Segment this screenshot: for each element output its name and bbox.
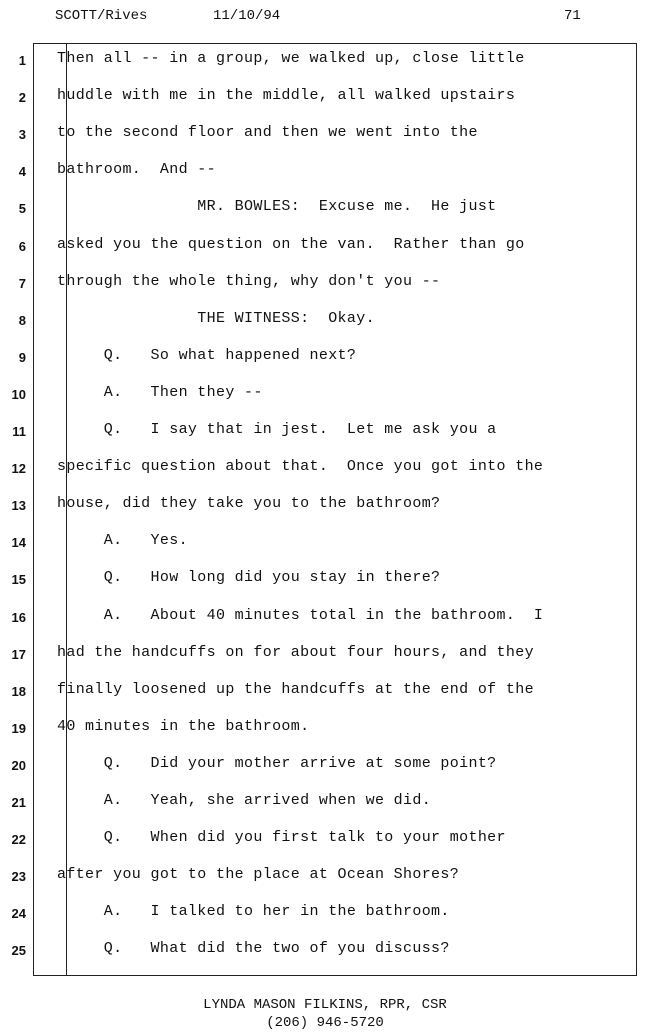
line-text: through the whole thing, why don't you --	[57, 272, 441, 290]
line-number: 9	[18, 349, 26, 365]
transcript-line	[0, 792, 650, 829]
line-number: 12	[11, 461, 26, 477]
line-number: 22	[11, 832, 26, 848]
transcript-line	[0, 644, 650, 681]
transcript-line	[0, 940, 650, 977]
line-text: after you got to the place at Ocean Shores?	[57, 866, 460, 884]
line-number: 20	[11, 757, 26, 773]
line-text: A. About 40 minutes total in the bathroom. I	[57, 606, 544, 624]
transcript-line	[0, 310, 650, 347]
reporter-name: LYNDA MASON FILKINS, RPR, CSR	[203, 997, 447, 1013]
transcript-line	[0, 903, 650, 940]
transcript-line	[0, 198, 650, 235]
transcript-line	[0, 755, 650, 792]
line-number: 13	[11, 498, 26, 514]
line-number: 8	[18, 312, 26, 328]
transcript-line	[0, 829, 650, 866]
line-text: huddle with me in the middle, all walked upstairs	[57, 87, 516, 105]
line-text: THE WITNESS: Okay.	[57, 309, 375, 327]
line-text: A. Yeah, she arrived when we did.	[57, 792, 432, 809]
line-text: A. Yes.	[57, 532, 188, 550]
line-number: 5	[18, 201, 26, 217]
line-number: 6	[18, 238, 26, 254]
transcript-line	[0, 421, 650, 458]
reporter-phone: (206) 946-5720	[266, 1015, 384, 1031]
line-number: 10	[11, 386, 26, 402]
line-text: to the second floor and then we went into the	[57, 124, 478, 142]
line-number: 16	[11, 609, 26, 625]
line-number: 24	[11, 906, 26, 922]
transcript-line	[0, 347, 650, 384]
line-text: Q. So what happened next?	[57, 346, 357, 364]
line-number: 25	[11, 943, 26, 959]
line-text: Q. When did you first talk to your mother	[57, 829, 506, 847]
line-number: 17	[11, 646, 26, 662]
line-number: 4	[18, 164, 26, 180]
line-text: had the handcuffs on for about four hours, and they	[57, 643, 534, 661]
line-number: 3	[18, 127, 26, 143]
deposition-date: 11/10/94	[213, 8, 281, 24]
line-number: 1	[18, 53, 26, 68]
transcript-line	[0, 458, 650, 495]
line-number: 23	[11, 869, 26, 885]
line-number: 18	[11, 683, 26, 699]
line-number: 7	[18, 275, 26, 291]
page-header	[0, 8, 650, 30]
transcript-line	[0, 161, 650, 198]
line-text: Q. I say that in jest. Let me ask you a	[57, 421, 497, 438]
line-text: house, did they take you to the bathroom?	[57, 495, 441, 513]
line-text: Q. What did the two of you discuss?	[57, 940, 450, 958]
transcript-line	[0, 87, 650, 124]
line-number: 19	[11, 720, 26, 736]
case-name: SCOTT/Rives	[55, 8, 148, 24]
transcript-line	[0, 569, 650, 606]
transcript-line	[0, 236, 650, 273]
transcript-line	[0, 50, 650, 87]
transcript-line	[0, 384, 650, 421]
line-number: 14	[11, 535, 26, 551]
line-number: 2	[18, 90, 26, 106]
line-number: 11	[12, 424, 26, 439]
transcript-line	[0, 681, 650, 718]
line-text: 40 minutes in the bathroom.	[57, 717, 310, 735]
transcript-line	[0, 124, 650, 161]
line-text: asked you the question on the van. Rather than go	[57, 235, 525, 253]
line-text: bathroom. And --	[57, 161, 216, 179]
line-text: Q. Did your mother arrive at some point?	[57, 754, 497, 772]
transcript-line	[0, 866, 650, 903]
line-text: A. I talked to her in the bathroom.	[57, 903, 450, 921]
line-text: A. Then they --	[57, 383, 263, 401]
line-text: MR. BOWLES: Excuse me. He just	[57, 198, 497, 216]
line-number: 21	[11, 795, 26, 810]
transcript-line	[0, 607, 650, 644]
transcript-line	[0, 495, 650, 532]
transcript-line	[0, 718, 650, 755]
transcript-line	[0, 532, 650, 569]
line-text: finally loosened up the handcuffs at the end of the	[57, 680, 534, 698]
line-text: specific question about that. Once you got into the	[57, 458, 544, 476]
page-number: 71	[564, 8, 581, 24]
line-text: Then all -- in a group, we walked up, close little	[57, 50, 525, 67]
line-text: Q. How long did you stay in there?	[57, 569, 441, 587]
line-number: 15	[11, 572, 26, 588]
transcript-line	[0, 273, 650, 310]
